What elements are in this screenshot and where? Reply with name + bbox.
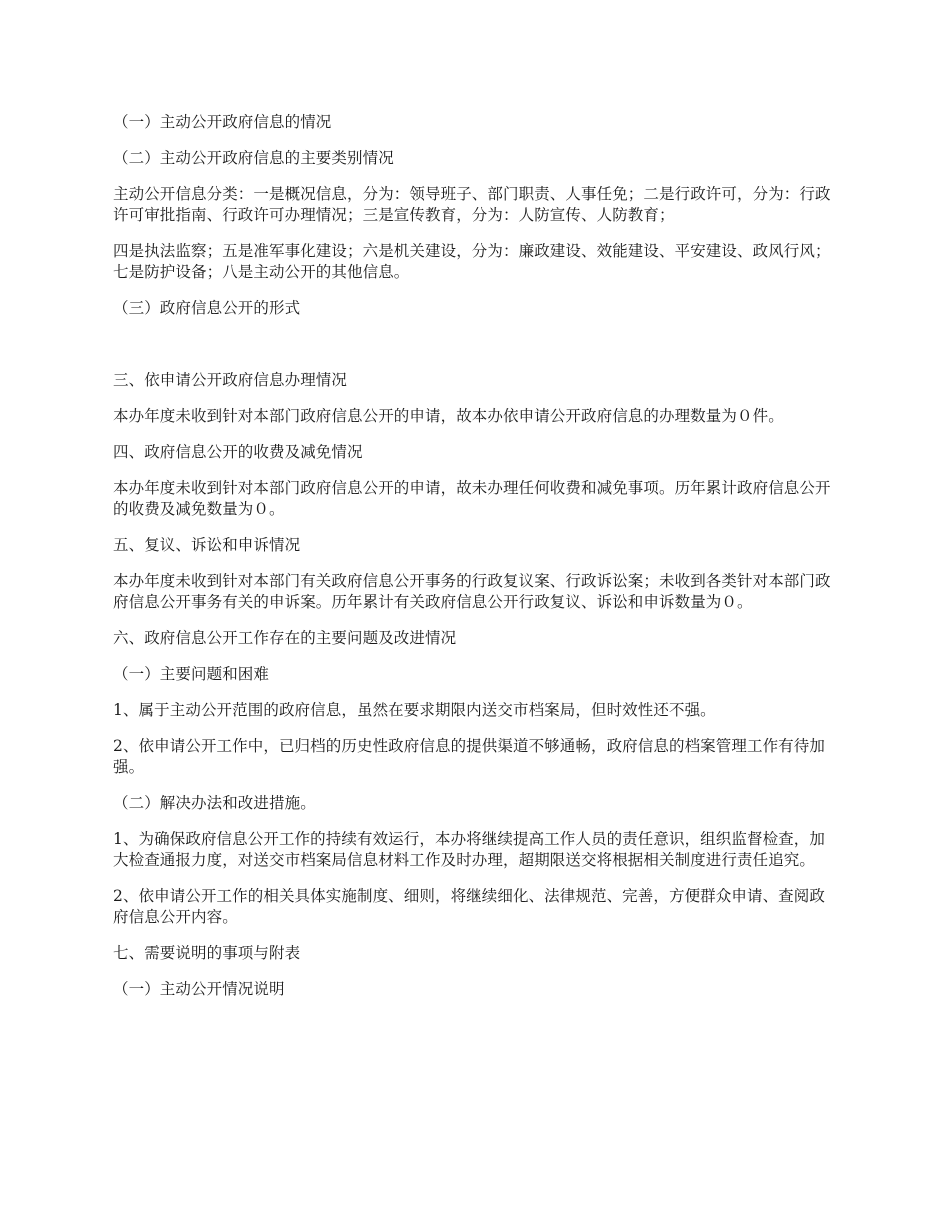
heading-section-4: 四、政府信息公开的收费及减免情况 [113,443,363,461]
paragraph-categories-part2: 四是执法监察；五是准军事化建设；六是机关建设，分为：廉政建设、效能建设、平安建设、政风行风；七是防护设备；八是主动公开的其他信息。 [113,242,831,281]
heading-section-6: 六、政府信息公开工作存在的主要问题及改进情况 [113,629,457,647]
heading-section-3: 三、依申请公开政府信息办理情况 [113,371,348,389]
subheading-problems: （一）主要问题和困难 [113,665,270,683]
paragraph-section-4: 本办年度未收到针对本部门政府信息公开的申请，故未办理任何收费和减免事项。历年累计政府信息公开的收费及减免数量为０。 [113,479,831,518]
subheading-proactive-notes: （一）主动公开情况说明 [113,980,285,998]
subheading-solutions: （二）解决办法和改进措施。 [113,794,316,812]
subheading-disclosure-categories: （二）主动公开政府信息的主要类别情况 [113,149,394,167]
paragraph-solution-1: 1、为确保政府信息公开工作的持续有效运行，本办将继续提高工作人员的责任意识，组织监督检查，加大检查通报力度，对送交市档案局信息材料工作及时办理，超期限送交将根据相关制度进行责任追究。 [113,830,825,869]
subheading-disclosure-forms: （三）政府信息公开的形式 [113,299,301,317]
paragraph-problem-2: 2、依申请公开工作中，已归档的历史性政府信息的提供渠道不够通畅，政府信息的档案管理工作有待加强。 [113,737,825,776]
paragraph-section-3: 本办年度未收到针对本部门政府信息公开的申请，故本办依申请公开政府信息的办理数量为０件。 [113,407,784,425]
heading-section-5: 五、复议、诉讼和申诉情况 [113,536,301,554]
paragraph-categories-part1: 主动公开信息分类：一是概况信息，分为：领导班子、部门职责、人事任免；二是行政许可，分为：行政许可审批指南、行政许可办理情况；三是宣传教育，分为：人防宣传、人防教育； [113,185,831,224]
heading-section-7: 七、需要说明的事项与附表 [113,944,301,962]
blank-gap [113,334,838,370]
paragraph-section-5: 本办年度未收到针对本部门有关政府信息公开事务的行政复议案、行政诉讼案；未收到各类针对本部门政府信息公开事务有关的申诉案。历年累计有关政府信息公开行政复议、诉讼和申诉数量为０。 [113,572,831,611]
paragraph-problem-1: 1、属于主动公开范围的政府信息，虽然在要求期限内送交市档案局，但时效性还不强。 [113,701,716,719]
paragraph-solution-2: 2、依申请公开工作的相关具体实施制度、细则，将继续细化、法律规范、完善，方便群众申请、查阅政府信息公开内容。 [113,887,825,926]
subheading-proactive-disclosure: （一）主动公开政府信息的情况 [113,113,332,131]
